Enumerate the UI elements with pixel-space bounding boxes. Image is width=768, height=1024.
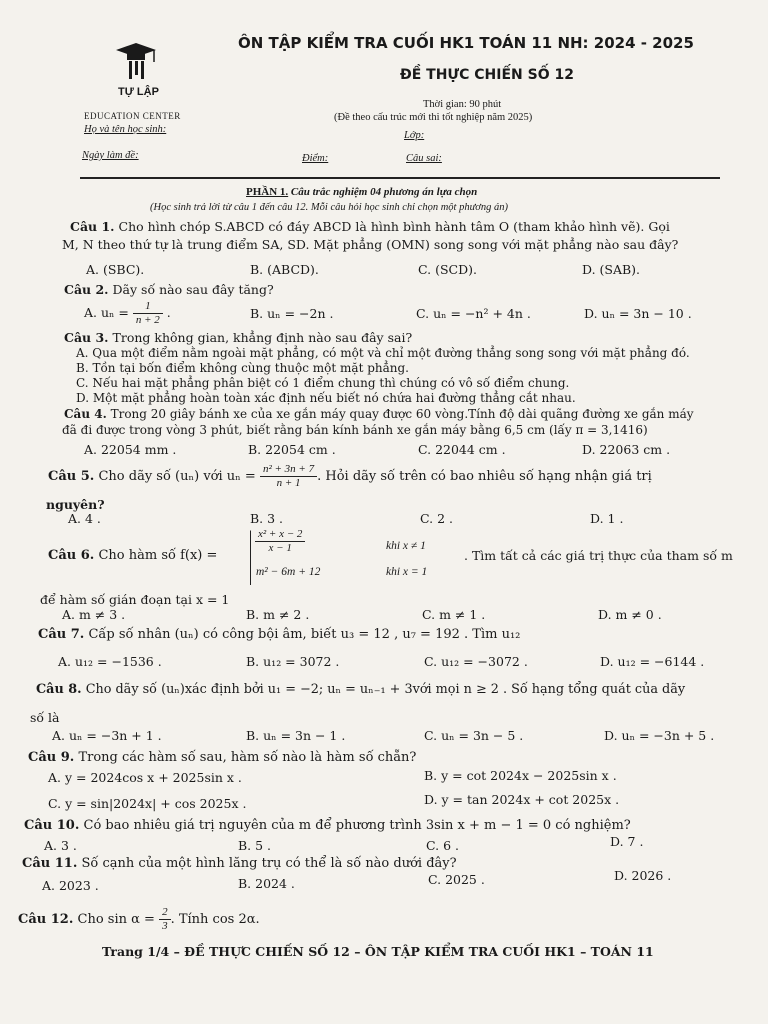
q5-option-b: B. 3 .	[250, 511, 284, 526]
q2-option-b: B. uₙ = −2n .	[250, 306, 334, 321]
q8-line2: số là	[30, 710, 60, 725]
q1-line1	[70, 219, 670, 234]
q12-den: 3	[162, 920, 168, 932]
q10-option-d: D. 7 .	[610, 834, 644, 849]
exam-subtitle: ĐỀ THỰC CHIẾN SỐ 12	[400, 67, 574, 83]
q2-label: Câu 2.	[64, 282, 109, 297]
q7-option-a: A. u₁₂ = −1536 .	[58, 654, 162, 669]
q3-line	[64, 330, 412, 345]
q1-line2: M, N theo thứ tự là trung điểm SA, SD. Mặt phẳng (OMN) song song với mặt phẳng nào sau đây?	[62, 237, 679, 252]
q8-option-a: A. uₙ = −3n + 1 .	[52, 728, 162, 743]
q12-label: Câu 12.	[18, 912, 74, 927]
q5-line	[48, 463, 652, 490]
edu-center: EDUCATION CENTER	[84, 111, 181, 121]
q6-option-a: A. m ≠ 3 .	[62, 607, 126, 622]
part1-title-rest: Câu trắc nghiệm 04 phương án lựa chọn	[290, 186, 478, 198]
q2-option-d: D. uₙ = 3n − 10 .	[584, 306, 692, 321]
q1-option-a: A. (SBC).	[86, 262, 145, 277]
q9-option-d: D. y = tan 2024x + cot 2025x .	[424, 792, 620, 807]
q4-option-a: A. 22054 mm .	[84, 442, 177, 457]
q11-label: Câu 11.	[22, 856, 78, 871]
q5-fraction	[260, 463, 317, 490]
q11-option-b: B. 2024 .	[238, 876, 295, 891]
part1-title	[246, 186, 477, 198]
q5-option-d: D. 1 .	[590, 511, 624, 526]
date-label: Ngày làm đề:	[82, 150, 139, 161]
q6-case1-fraction	[255, 528, 305, 555]
q7-line	[38, 627, 520, 642]
q6-line2: để hàm số gián đoạn tại x = 1	[40, 592, 230, 607]
q6-post: . Tìm tất cả các giá trị thực của tham số m	[464, 548, 733, 563]
q7-option-c: C. u₁₂ = −3072 .	[424, 654, 528, 669]
q2-option-a	[84, 300, 171, 327]
q3-option-c: C. Nếu hai mặt phẳng phân biệt có 1 điểm chung thì chúng có vô số điểm chung.	[76, 376, 570, 390]
q4-option-b: B. 22054 cm .	[248, 442, 336, 457]
student-name-label: Họ và tên học sinh:	[84, 124, 167, 135]
q8-line	[36, 682, 685, 697]
q7-option-b: B. u₁₂ = 3072 .	[246, 654, 340, 669]
q6-option-c: C. m ≠ 1 .	[422, 607, 486, 622]
q6-case1-den: x − 1	[268, 542, 292, 554]
q8-option-b: B. uₙ = 3n − 1 .	[246, 728, 346, 743]
q1-text-1: Cho hình chóp S.ABCD có đáy ABCD là hình bình hành tâm O (tham khảo hình vẽ). Gọi	[118, 219, 670, 234]
q4-option-d: D. 22063 cm .	[582, 442, 671, 457]
q5-option-c: C. 2 .	[420, 511, 453, 526]
q5-den: n + 1	[276, 477, 301, 489]
q2-line	[64, 282, 274, 297]
graduation-cap-logo-icon	[112, 40, 160, 86]
q11-text: Số cạnh của một hình lăng trụ có thể là số nào dưới đây?	[81, 856, 457, 871]
q1-option-c: C. (SCD).	[418, 262, 477, 277]
q9-option-a: A. y = 2024cos x + 2025sin x .	[48, 770, 242, 785]
q4-option-c: C. 22044 cm .	[418, 442, 506, 457]
q2-a-pre: A. uₙ =	[84, 305, 129, 320]
q2-option-c: C. uₙ = −n² + 4n .	[416, 306, 531, 321]
q6-intro	[48, 548, 217, 563]
q3-option-b: B. Tồn tại bốn điểm không cùng thuộc một mặt phẳng.	[76, 361, 409, 375]
q6-brace	[250, 530, 251, 585]
q9-line	[28, 750, 416, 765]
exam-title: ÔN TẬP KIỂM TRA CUỐI HK1 TOÁN 11 NH: 2024 - 2025	[238, 34, 694, 52]
q6-case1-cond: khi x ≠ 1	[386, 540, 426, 552]
q10-option-a: A. 3 .	[44, 838, 77, 853]
q1-label: Câu 1.	[70, 219, 115, 234]
q10-line	[24, 818, 631, 833]
q9-text: Trong các hàm số sau, hàm số nào là hàm số chẵn?	[78, 750, 417, 765]
q6-case2: m² − 6m + 12	[256, 566, 321, 578]
q6-case1-frac	[255, 528, 305, 555]
q3-option-a: A. Qua một điểm nằm ngoài mặt phẳng, có một và chỉ một đường thẳng song song với mặt phẳng đó.	[76, 346, 690, 360]
q10-text: Có bao nhiêu giá trị nguyên của m để phương trình 3sin x + m − 1 = 0 có nghiệm?	[83, 818, 631, 833]
q2-text: Dãy số nào sau đây tăng?	[112, 282, 274, 297]
q7-text: Cấp số nhân (uₙ) có công bội âm, biết u₃ = 12 , u₇ = 192 . Tìm u₁₂	[88, 627, 521, 642]
q2-a-post: .	[166, 305, 171, 320]
q11-line	[22, 856, 457, 871]
q10-option-c: C. 6 .	[426, 838, 459, 853]
q5-option-a: A. 4 .	[68, 511, 101, 526]
q6-option-d: D. m ≠ 0 .	[598, 607, 662, 622]
page-footer: Trang 1/4 – ĐỀ THỰC CHIẾN SỐ 12 – ÔN TẬP KIỂM TRA CUỐI HK1 – TOÁN 11	[102, 944, 654, 959]
q1-option-d: D. (SAB).	[582, 262, 641, 277]
q2-a-den: n + 2	[135, 314, 160, 326]
wrong-label: Câu sai:	[406, 153, 442, 164]
q2-a-num: 1	[133, 300, 163, 314]
class-label: Lớp:	[404, 130, 425, 141]
q3-option-d: D. Một mặt phẳng hoàn toàn xác định nếu biết nó chứa hai đường thẳng cắt nhau.	[76, 391, 576, 405]
q3-label: Câu 3.	[64, 330, 109, 345]
exam-time: Thời gian: 90 phút	[423, 99, 502, 110]
q6-option-b: B. m ≠ 2 .	[246, 607, 310, 622]
q9-option-b: B. y = cot 2024x − 2025sin x .	[424, 768, 617, 783]
q6-case2-cond: khi x = 1	[386, 566, 428, 578]
q6-label: Câu 6.	[48, 548, 95, 563]
q7-label: Câu 7.	[38, 627, 85, 642]
q10-label: Câu 10.	[24, 818, 80, 833]
q11-option-a: A. 2023 .	[42, 878, 99, 893]
q7-option-d: D. u₁₂ = −6144 .	[600, 654, 705, 669]
q5-pre: Cho dãy số (uₙ) với uₙ =	[98, 469, 256, 484]
q9-label: Câu 9.	[28, 750, 75, 765]
q8-option-d: D. uₙ = −3n + 5 .	[604, 728, 715, 743]
q8-label: Câu 8.	[36, 682, 82, 697]
structure-note: (Đề theo cấu trúc mới thi tốt nghiệp năm 2025)	[334, 112, 533, 123]
score-label: Điểm:	[302, 153, 329, 164]
q4-line1	[64, 407, 694, 421]
q11-option-d: D. 2026 .	[614, 868, 672, 883]
q4-label: Câu 4.	[64, 407, 107, 421]
part1-label: PHẦN 1.	[246, 186, 289, 198]
q10-option-b: B. 5 .	[238, 838, 272, 853]
q12-line	[18, 906, 260, 933]
q8-option-c: C. uₙ = 3n − 5 .	[424, 728, 524, 743]
q12-post: . Tính cos 2α.	[170, 912, 260, 927]
logo-name: TỰ LẬP	[118, 86, 159, 98]
q1-option-b: B. (ABCD).	[250, 262, 319, 277]
q4-line2: đã đi được trong vòng 3 phút, biết rằng bán kính bánh xe gắn máy bằng 6,5 cm (lấy π = 3,1416)	[62, 423, 648, 437]
q4-text-1: Trong 20 giây bánh xe của xe gắn máy quay được 60 vòng.Tính độ dài quãng đường xe gắn máy	[110, 407, 694, 421]
q5-num: n² + 3n + 7	[260, 463, 317, 477]
q12-fraction	[159, 906, 171, 933]
part1-note: (Học sinh trả lời từ câu 1 đến câu 12. Mỗi câu hỏi học sinh chỉ chọn một phương án)	[150, 202, 509, 213]
q3-text: Trong không gian, khẳng định nào sau đây sai?	[112, 330, 413, 345]
q9-option-c: C. y = sin|2024x| + cos 2025x .	[48, 796, 247, 811]
divider	[80, 177, 720, 179]
q2-a-fraction	[133, 300, 163, 327]
q6-pre: Cho hàm số f(x) =	[98, 548, 218, 563]
q6-case1-num: x² + x − 2	[255, 528, 305, 542]
q11-option-c: C. 2025 .	[428, 872, 485, 887]
q5-label: Câu 5.	[48, 469, 95, 484]
q8-text: Cho dãy số (uₙ)xác định bởi u₁ = −2; uₙ = uₙ₋₁ + 3với mọi n ≥ 2 . Số hạng tổng quát của dãy	[85, 682, 686, 697]
q12-pre: Cho sin α =	[77, 912, 155, 927]
q5-post: . Hỏi dãy số trên có bao nhiêu số hạng nhận giá trị	[317, 469, 652, 484]
q5-line2: nguyên?	[46, 497, 105, 512]
q12-num: 2	[159, 906, 171, 920]
